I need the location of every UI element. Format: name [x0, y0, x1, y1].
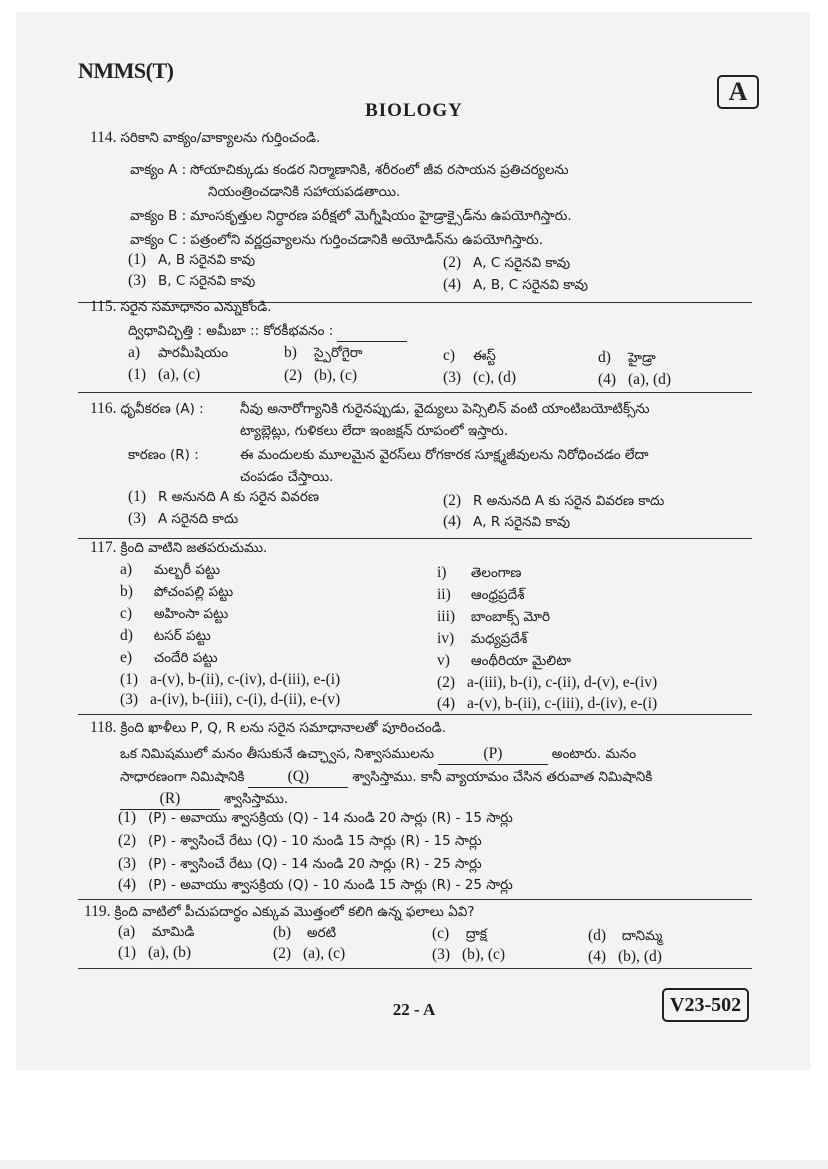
divider [78, 392, 752, 393]
option-1: (1) (a), (b) [118, 944, 192, 961]
question-stem [90, 718, 446, 738]
divider [78, 899, 752, 900]
reason [128, 445, 199, 465]
left-item-a: a) మల్బరీ పట్టు [120, 561, 221, 578]
choice-d: d) హైడ్రా [598, 349, 656, 366]
question-text: క్రింది వాటిలో పీచుపదార్థం ఎక్కువ మొత్తంలో కలిగి ఉన్న ఫలాలు ఏవి? [114, 904, 475, 920]
choice-c: c) ఈస్ట్ [443, 347, 496, 364]
reason-text: ఈ మందులకు మూలమైన వైరస్‌లు రోగకారక సూక్ష్మజీవులను నిరోధించడం లేదా [240, 447, 649, 463]
reason-label: కారణం (R) : [128, 447, 199, 463]
statement-text-cont: నియంత్రించడానికి సహాయపడతాయి. [208, 184, 401, 200]
right-item-v: v) ఆంథీరియా మైలిటా [437, 652, 571, 669]
blank-p: (P) [438, 744, 548, 765]
choice-d: (d) దానిమ్మ [588, 927, 663, 944]
assertion-text-cont: ట్యాబ్లెట్లు, గుళికలు లేదా ఇంజక్షన్ రూపంలో ఇస్తారు. [240, 423, 509, 439]
blank-r: (R) [120, 789, 220, 810]
option-4: (4) a-(v), b-(ii), c-(iii), d-(iv), e-(i) [437, 695, 658, 712]
right-item-i: i) తెలంగాణ [437, 564, 522, 581]
option-1: (1) R అనునది A కు సరైన వివరణ [128, 488, 320, 505]
page-bottom-strip [0, 1160, 828, 1169]
option-2: (2) (P) - శ్వాసించే రేటు (Q) - 10 నుండి 15 సార్లు (R) - 15 సార్లు [118, 832, 482, 849]
statement-label: వాక్యం A : [130, 162, 187, 178]
left-item-c: c) అహింసా పట్టు [120, 605, 229, 622]
blank-q: (Q) [248, 767, 348, 788]
question-stem [84, 902, 475, 922]
paragraph-line-3: (R) శ్వాసిస్తాము. [120, 789, 288, 810]
question-text: సరైన సమాధానం ఎన్నుకోండి. [120, 299, 272, 315]
statement-a [130, 160, 569, 180]
option-2: (2) A, C సరైనవి కావు [443, 254, 571, 271]
question-text: సరికాని వాక్యం/వాక్యాలను గుర్తించండి. [120, 130, 321, 146]
booklet-code-box: V23-502 [662, 988, 749, 1022]
statement-label: వాక్యం B : [130, 208, 187, 224]
paragraph-line-2: సాధారణంగా నిమిషానికి (Q) శ్వాసిస్తాము. కానీ వ్యాయామం చేసిన తరువాత నిమిషానికి [120, 767, 652, 788]
question-number: 119. [84, 903, 111, 920]
assertion [90, 399, 204, 419]
option-2: (2) R అనునది A కు సరైన వివరణ కాదు [443, 492, 665, 509]
choice-c: (c) ద్రాక్ష [432, 925, 487, 942]
option-1: (1) a-(v), b-(ii), c-(iv), d-(iii), e-(i) [120, 671, 341, 688]
assertion-text: నీవు అనారోగ్యానికి గురైనప్పుడు, వైద్యులు పెన్సిలిన్ వంటి యాంటిబయోటిక్స్‌ను [240, 401, 650, 417]
paragraph-line-1: ఒక నిమిషములో మనం తీసుకునే ఉచ్ఛ్వాస, నిశ్వాసములను (P) అంటారు. మనం [120, 744, 636, 765]
right-item-iv: iv) మధ్యప్రదేశ్ [437, 630, 528, 647]
page-number: 22 - A [392, 1000, 436, 1019]
question-number: 116. [90, 400, 117, 417]
statement-text: మాంసకృత్తుల నిర్ధారణ పరీక్షలో మెగ్నీషియం హైడ్రాక్సైడ్‌ను ఉపయోగిస్తారు. [190, 208, 572, 224]
option-4: (4) (P) - అవాయు శ్వాసక్రియ (Q) - 10 నుండి 15 సార్లు (R) - 25 సార్లు [118, 876, 513, 893]
question-number: 114. [90, 129, 117, 146]
left-item-e: e) చందేరి పట్టు [120, 649, 218, 666]
option-4: (4) A, R సరైనవి కావు [443, 513, 571, 530]
question-stem [90, 128, 320, 148]
right-item-ii: ii) ఆంధ్రప్రదేశ్ [437, 586, 525, 603]
subject-title: BIOLOGY [365, 100, 463, 121]
set-label-box: A [717, 75, 759, 109]
statement-text: సోయాచిక్కుడు కండర నిర్మాణానికి, శరీరంలో జీవ రసాయన ప్రతిచర్యలను [190, 162, 569, 178]
statement-c [130, 230, 543, 250]
option-1: (1) (P) - అవాయు శ్వాసక్రియ (Q) - 14 నుండి 20 సార్లు (R) - 15 సార్లు [118, 809, 513, 826]
divider [78, 968, 752, 969]
option-2: (2) (a), (c) [273, 945, 346, 962]
choice-a: (a) మామిడి [118, 923, 195, 940]
question-stem [90, 538, 267, 558]
question-number: 117. [90, 539, 117, 556]
reason-text-cont: చంపడం చేస్తాయి. [240, 469, 334, 485]
exam-code: NMMS(T) [78, 58, 174, 83]
answer-blank [337, 321, 407, 342]
statement-label: వాక్యం C : [130, 232, 187, 248]
choice-b: (b) అరటి [273, 924, 337, 941]
left-item-d: d) టసర్ పట్టు [120, 627, 211, 644]
option-4: (4) (b), (d) [588, 948, 662, 965]
option-4: (4) (a), (d) [598, 371, 672, 388]
analogy [128, 321, 407, 342]
option-1: (1) (a), (c) [128, 366, 201, 383]
option-3: (3) a-(iv), b-(iii), c-(i), d-(ii), e-(v) [120, 691, 341, 708]
left-item-b: b) పోచంపల్లి పట్టు [120, 583, 234, 600]
question-text: క్రింది ఖాళీలు P, Q, R లను సరైన సమాధానాలతో పూరించండి. [120, 720, 447, 736]
choice-a: a) పారమీషియం [128, 344, 229, 361]
option-3: (3) A సరైనది కాదు [128, 510, 239, 527]
option-4: (4) A, B, C సరైనవి కావు [443, 276, 588, 293]
statement-b [130, 206, 572, 226]
question-text: క్రింది వాటిని జతపరుచుము. [120, 540, 268, 556]
option-1: (1) A, B సరైనవి కావు [128, 251, 255, 268]
choice-b: b) స్పైరోగైరా [284, 344, 363, 361]
option-2: (2) (b), (c) [284, 367, 358, 384]
option-3: (3) (b), (c) [432, 946, 506, 963]
right-item-iii: iii) బాంబాక్స్ మోరి [437, 608, 551, 625]
assertion-label: ధృవీకరణ (A) : [120, 401, 204, 417]
option-3: (3) B, C సరైనవి కావు [128, 272, 256, 289]
option-3: (3) (c), (d) [443, 369, 517, 386]
divider [78, 714, 752, 715]
question-number: 118. [90, 719, 117, 736]
statement-text: పత్రంలోని వర్ణద్రవ్యాలను గుర్తించడానికి అయోడిన్‌ను ఉపయోగిస్తారు. [190, 232, 544, 248]
question-stem [90, 297, 271, 317]
analogy-text: ద్విధావిచ్ఛిత్తి : అమీబా :: కోరకీభవనం : [128, 323, 334, 339]
option-3: (3) (P) - శ్వాసించే రేటు (Q) - 14 నుండి 20 సార్లు (R) - 25 సార్లు [118, 855, 482, 872]
option-2: (2) a-(iii), b-(i), c-(ii), d-(v), e-(iv) [437, 674, 658, 691]
question-number: 115. [90, 298, 117, 315]
